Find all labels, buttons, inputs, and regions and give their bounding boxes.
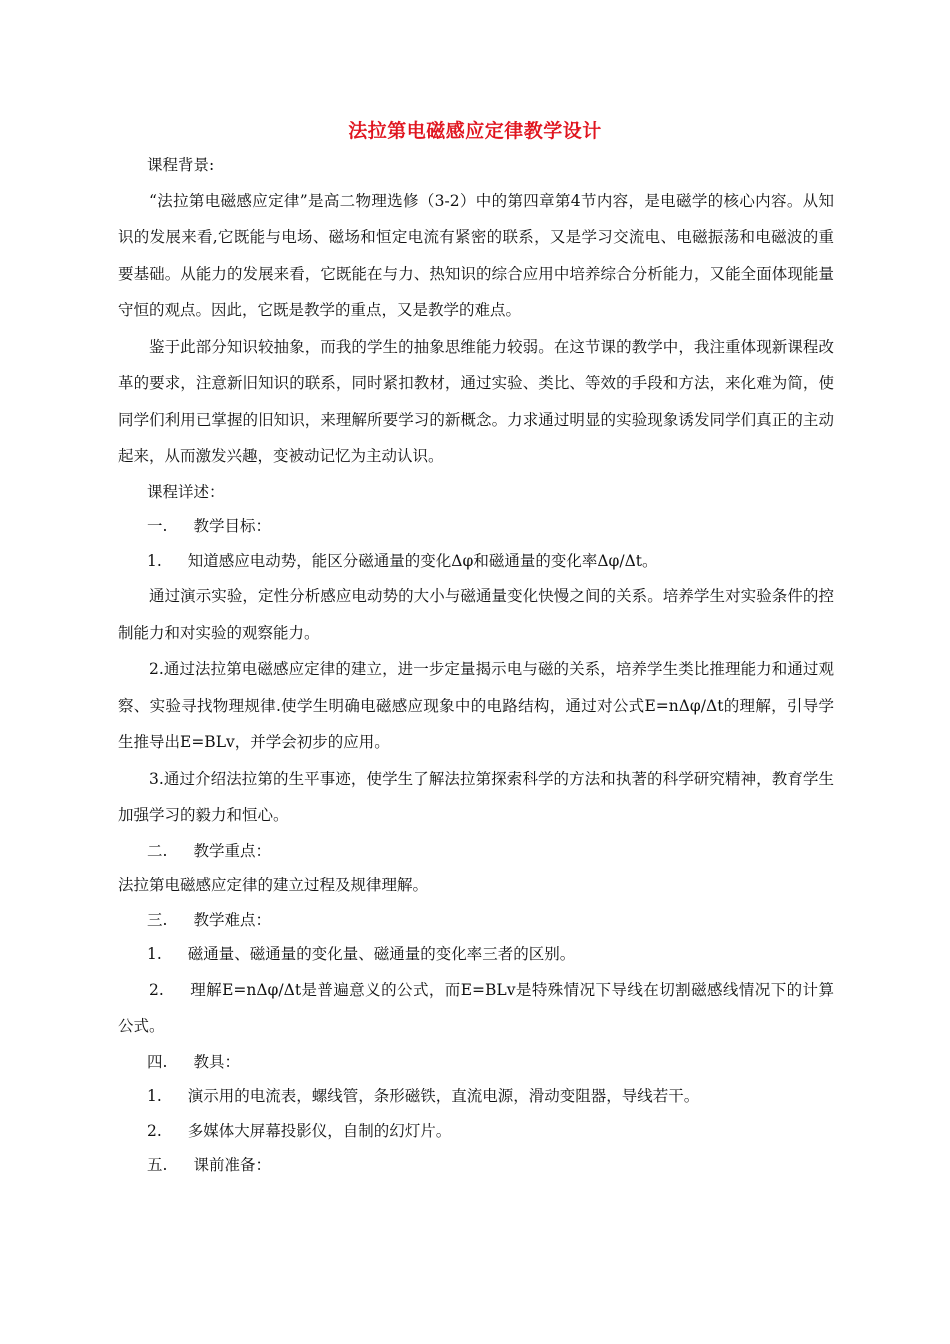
goal-1 <box>118 544 834 579</box>
tool-2-number: 2. <box>147 1121 162 1140</box>
document-body <box>118 148 834 1183</box>
difficulty-2-number: 2. <box>149 980 164 999</box>
section-2-title: 教学重点： <box>193 841 271 860</box>
section-5-title: 课前准备： <box>193 1156 271 1174</box>
goal-1-continuation: 通过演示实验，定性分析感应电动势的大小与磁通量变化快慢之间的关系。培养学生对实验条件的控制能力和对实验的观察能力。 <box>118 587 834 642</box>
section-1-heading <box>118 509 834 544</box>
section-2-text: 法拉第电磁感应定律的建立过程及规律理解。 <box>118 876 429 894</box>
description-heading: 课程详述： <box>147 482 225 501</box>
difficulty-1-text: 磁通量、磁通量的变化量、磁通量的变化率三者的区别。 <box>187 945 576 963</box>
goal-1-number: 1. <box>147 551 162 570</box>
section-5-heading <box>118 1148 834 1183</box>
background-paragraph-2: 鉴于此部分知识较抽象，而我的学生的抽象思维能力较弱。在这节课的教学中，我注重体现新课程改革的要求，注意新旧知识的联系，同时紧扣教材，通过实验、类比、等效的手段和方法，来化难为简，使同学们利用已掌握的旧知识，来理解所要学习的新概念。力求通过明显的实验现象诱发同学们真正的主动起来，从而激发兴趣，变被动记忆为主动认识。 <box>118 337 834 465</box>
background-paragraph-1: “法拉第电磁感应定律”是高二物理选修（3-2）中的第四章第4节内容，是电磁学的核心内容。从知识的发展来看,它既能与电场、磁场和恒定电流有紧密的联系，又是学习交流电、电磁振荡和电磁波的重要基础。从能力的发展来看，它既能在与力、热知识的综合应用中培养综合分析能力，又能全面体现能量守恒的观点。因此，它既是教学的重点，又是教学的难点。 <box>118 191 834 319</box>
goal-2: 2.通过法拉第电磁感应定律的建立，进一步定量揭示电与磁的关系，培养学生类比推理能力和通过观察、实验寻找物理规律.使学生明确电磁感应现象中的电路结构，通过对公式E=nΔφ/Δt的理解，引导学生推导出E=BLv，并学会初步的应用。 <box>118 660 834 751</box>
difficulty-2 <box>118 972 834 1045</box>
section-2-number: 二. <box>147 841 168 860</box>
section-3-title: 教学难点： <box>193 910 271 929</box>
section-5-number: 五. <box>147 1156 168 1174</box>
tool-1-number: 1. <box>147 1087 162 1105</box>
section-3-number: 三. <box>147 910 168 929</box>
tool-1 <box>118 1079 834 1114</box>
tool-2 <box>118 1114 834 1149</box>
section-4-number: 四. <box>147 1052 168 1071</box>
tool-2-text: 多媒体大屏幕投影仪，自制的幻灯片。 <box>187 1121 452 1140</box>
section-4-heading <box>118 1045 834 1080</box>
section-1-number: 一. <box>147 517 168 535</box>
goal-3: 3.通过介绍法拉第的生平事迹，使学生了解法拉第探索科学的方法和执著的科学研究精神，教育学生加强学习的毅力和恒心。 <box>118 769 834 824</box>
document-title: 法拉第电磁感应定律教学设计 <box>348 120 602 142</box>
goal-1-text: 知道感应电动势，能区分磁通量的变化Δφ和磁通量的变化率Δφ/Δt。 <box>187 551 658 570</box>
tool-1-text: 演示用的电流表，螺线管，条形磁铁，直流电源，滑动变阻器，导线若干。 <box>187 1087 700 1105</box>
section-1-title: 教学目标： <box>193 517 271 535</box>
difficulty-1 <box>118 937 834 972</box>
difficulty-1-number: 1. <box>147 945 162 963</box>
background-heading: 课程背景: <box>147 156 215 174</box>
section-4-title: 教具： <box>193 1052 240 1071</box>
difficulty-2-text: 理解E=nΔφ/Δt是普遍意义的公式，而E=BLv是特殊情况下导线在切割磁感线情况下的计算公式。 <box>118 980 834 1035</box>
section-2-heading <box>118 834 834 869</box>
section-3-heading <box>118 903 834 938</box>
